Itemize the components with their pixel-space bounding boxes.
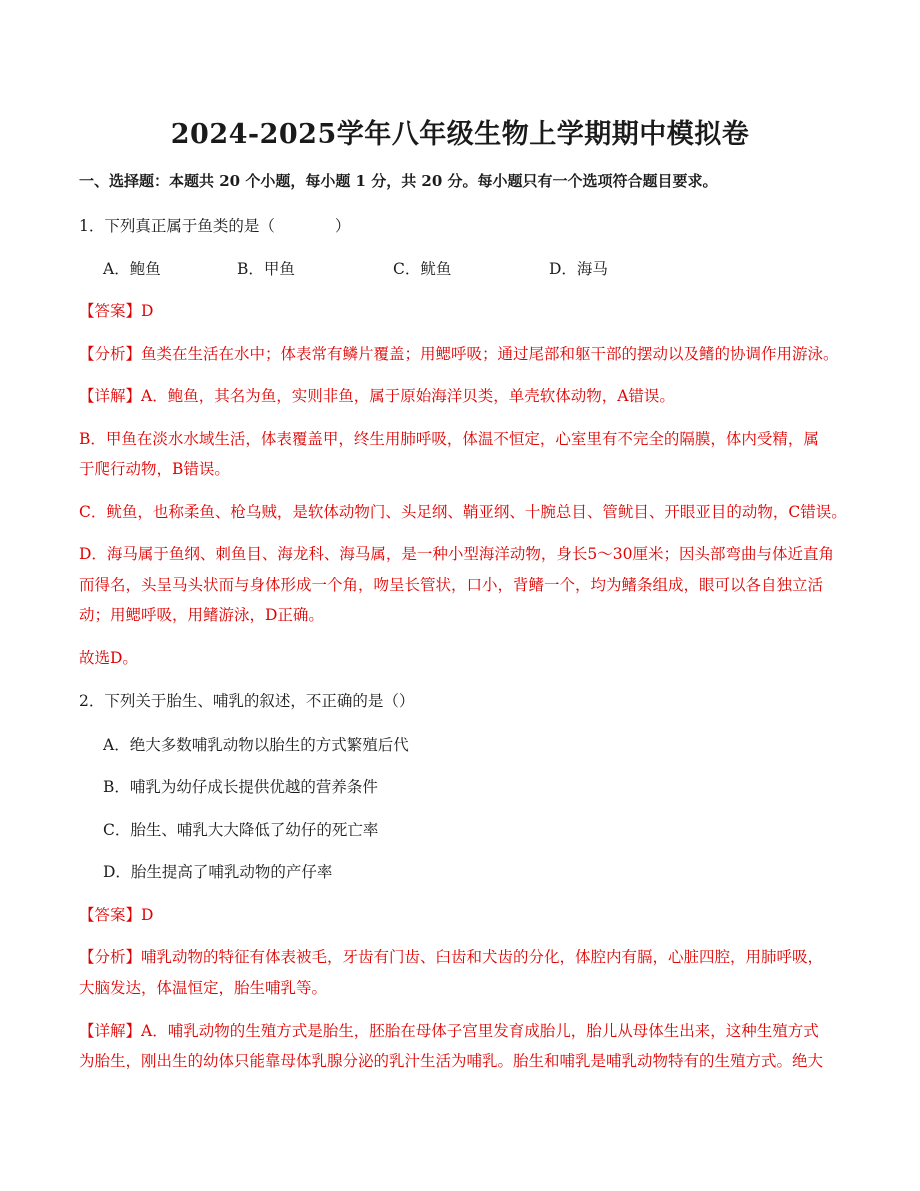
q2-answer: 【答案】D [79,906,154,924]
q2-option-d: D．胎生提高了哺乳动物的产仔率 [103,863,333,881]
q1-conclusion: 故选D。 [79,649,138,667]
question-2-stem: 2．下列关于胎生、哺乳的叙述，不正确的是（） [79,692,415,710]
q2-option-a: A．绝大多数哺乳动物以胎生的方式繁殖后代 [103,736,409,754]
q1-analysis: 【分析】鱼类在生活在水中；体表常有鳞片覆盖；用鳃呼吸；通过尾部和躯干部的摆动以及鳍的协调作用游泳。 [79,345,839,363]
q2-detail-line1: 【详解】A．哺乳动物的生殖方式是胎生，胚胎在母体子宫里发育成胎儿，胎儿从母体生出来，这种生殖方式 [79,1022,819,1040]
q1-detail-d-line1: D．海马属于鱼纲、刺鱼目、海龙科、海马属，是一种小型海洋动物，身长5～30厘米；因头部弯曲与体近直角 [79,545,835,563]
q1-detail-b-line1: B．甲鱼在淡水水域生活，体表覆盖甲，终生用肺呼吸，体温不恒定，心室里有不完全的隔膜，体内受精，属 [79,430,819,448]
q1-detail-d-line3: 动；用鳃呼吸，用鳍游泳，D正确。 [79,606,324,624]
q1-answer: 【答案】D [79,302,154,320]
section-heading: 一、选择题：本题共 20 个小题，每小题 1 分，共 20 分。每小题只有一个选项符合题目要求。 [79,172,718,190]
question-1-stem [79,214,350,236]
q2-option-c: C．胎生、哺乳大大降低了幼仔的死亡率 [103,821,379,839]
page-title: 2024-2025学年八年级生物上学期期中模拟卷 [170,119,750,150]
question-1-stem-close: ） [334,217,351,235]
q1-option-b: B．甲鱼 [237,260,295,278]
q1-detail-d-line2: 而得名，头呈马头状而与身体形成一个角，吻呈长管状，口小，背鳍一个，均为鳍条组成，眼可以各自独立活 [79,576,824,594]
q2-analysis-line2: 大脑发达，体温恒定，胎生哺乳等。 [79,979,328,997]
q2-option-b: B．哺乳为幼仔成长提供优越的营养条件 [103,778,378,796]
q2-analysis-line1: 【分析】哺乳动物的特征有体表被毛，牙齿有门齿、臼齿和犬齿的分化，体腔内有膈，心脏四腔，用肺呼吸， [79,948,824,966]
q1-detail-a: 【详解】A．鲍鱼，其名为鱼，实则非鱼，属于原始海洋贝类，单壳软体动物，A错误。 [79,387,675,405]
q2-detail-line2: 为胎生，刚出生的幼体只能靠母体乳腺分泌的乳汁生活为哺乳。胎生和哺乳是哺乳动物特有的生殖方式。绝大 [79,1052,824,1070]
q1-option-a: A．鲍鱼 [103,260,161,278]
q1-option-d: D．海马 [549,260,608,278]
q1-detail-b-line2: 于爬行动物，B错误。 [79,460,230,478]
q1-detail-c: C．鱿鱼，也称柔鱼、枪乌贼，是软体动物门、头足纲、鞘亚纲、十腕总目、管鱿目、开眼亚目的动物，C错误。 [79,503,847,521]
q1-option-c: C．鱿鱼 [393,260,452,278]
question-1-stem-text: 1．下列真正属于鱼类的是（ [79,217,275,235]
